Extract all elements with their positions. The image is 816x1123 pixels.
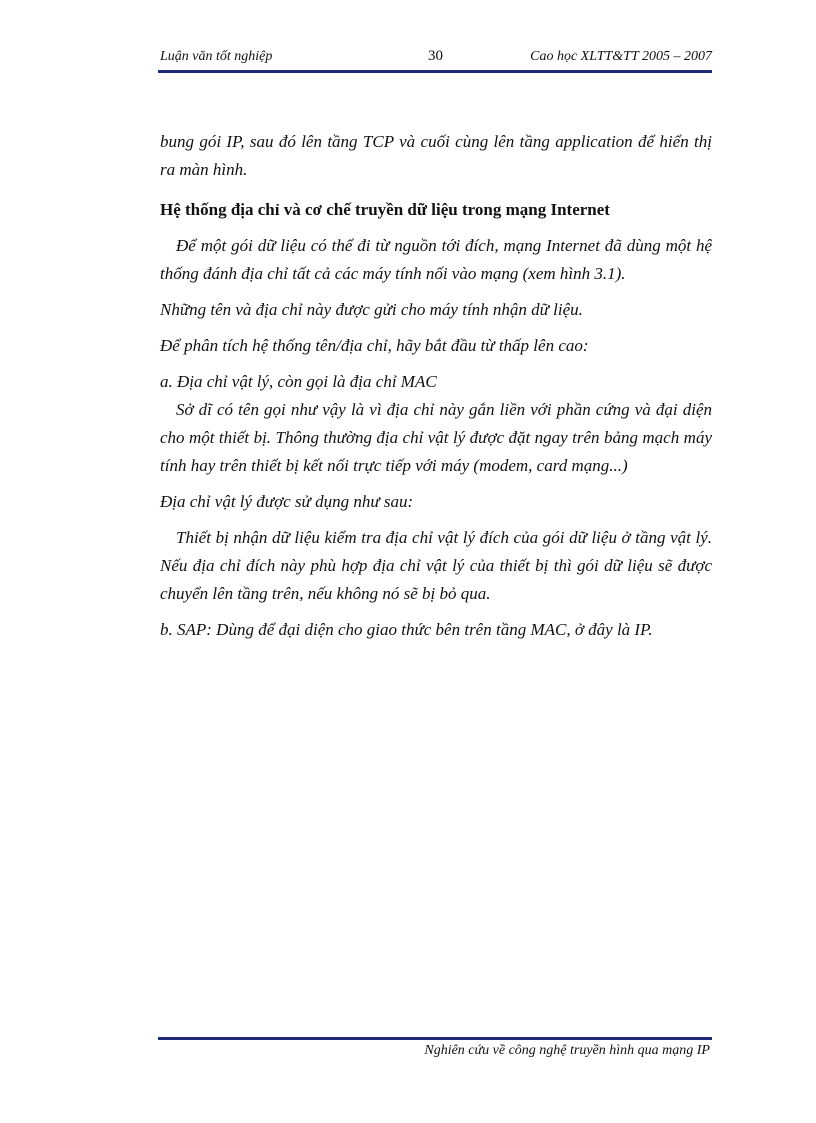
paragraph-continuation: bung gói IP, sau đó lên tầng TCP và cuối cùng lên tầng application để hiển thị ra màn hình. <box>160 132 712 179</box>
header-course: Cao học XLTT&TT 2005 – 2007 <box>530 49 712 64</box>
page-body <box>160 128 712 644</box>
footer-rule <box>158 1037 712 1040</box>
paragraph-mac-check: Thiết bị nhận dữ liệu kiểm tra địa chỉ vật lý đích của gói dữ liệu ở tầng vật lý. Nếu địa chỉ đích này phù hợp địa chỉ vật lý của thiết bị thì gói dữ liệu sẽ được chuyển lên tầng trên, nếu không nó sẽ bị bỏ qua. <box>160 528 712 603</box>
list-item-sap: b. SAP: Dùng để đại diện cho giao thức bên trên tầng MAC, ở đây là IP. <box>160 620 653 639</box>
page-number: 30 <box>428 48 443 64</box>
header-rule <box>158 70 712 73</box>
list-item-mac: a. Địa chỉ vật lý, còn gọi là địa chỉ MAC <box>160 372 437 391</box>
paragraph-analysis: Để phân tích hệ thống tên/địa chỉ, hãy bắt đầu từ thấp lên cao: <box>160 336 589 355</box>
page-footer: Nghiên cứu về công nghệ truyền hình qua mạng IP <box>424 1043 710 1058</box>
paragraph-mac-usage: Địa chỉ vật lý được sử dụng như sau: <box>160 492 414 511</box>
page-header <box>158 45 712 67</box>
paragraph-mac-description: Sở dĩ có tên gọi như vậy là vì địa chỉ này gắn liền với phần cứng và đại diện cho một thiết bị. Thông thường địa chỉ vật lý được đặt ngay trên bảng mạch máy tính hay trên thiết bị kết nối trực tiếp với máy (modem, card mạng...) <box>160 400 712 475</box>
paragraph-addressing-intro: Để một gói dữ liệu có thể đi từ nguồn tới đích, mạng Internet đã dùng một hệ thống đánh địa chỉ tất cả các máy tính nối vào mạng (xem hình 3.1). <box>160 236 712 283</box>
header-thesis-title: Luận văn tốt nghiệp <box>160 49 273 64</box>
paragraph-names-sent: Những tên và địa chỉ này được gửi cho máy tính nhận dữ liệu. <box>160 300 583 319</box>
section-heading: Hệ thống địa chỉ và cơ chế truyền dữ liệu trong mạng Internet <box>160 200 610 219</box>
